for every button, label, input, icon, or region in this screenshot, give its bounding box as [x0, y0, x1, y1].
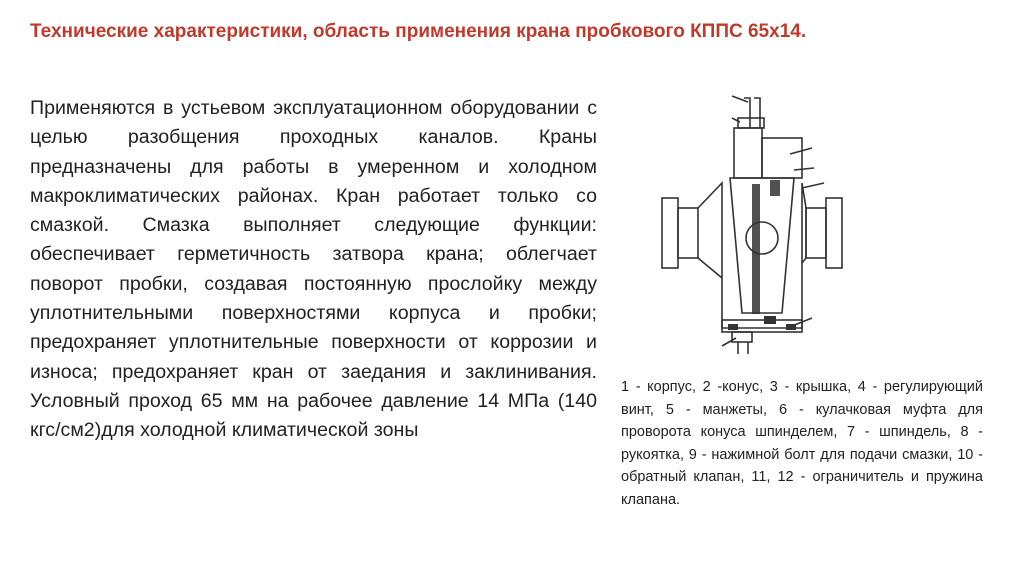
figure-caption: 1 - корпус, 2 -конус, 3 - крышка, 4 - регулирующий винт, 5 - манжеты, 6 - кулачковая муфта для проворота конуса шпинделем, 7 - шпиндель, 8 - рукоятка, 9 - нажимной болт для подачи смазки, 10 - обратный клапан, 11, 12 - ограничитель и пружина клапана.	[621, 379, 983, 508]
body-text: Применяются в устьевом эксплуатационном оборудовании с целью разобщения проходных каналов. Краны предназначены для работы в умеренном и холодном макроклиматических районах. Кран работает только со смазкой. Смазка выполняет следующие функции: обеспечивает герметичность затвора крана; облегчает поворот пробки, создавая постоянную прослойку между уплотнительными поверхностями корпуса и пробки; предохраняет уплотнительные поверхности от коррозии и износа; предохраняет кран от заедания и заклинивания. Условный проход 65 мм на рабочее давление 14 МПа (140 кгс/см2)для холодной климатической зоны	[30, 97, 597, 442]
valve-drawing	[652, 88, 852, 356]
slide-title: Технические характеристики, область применения крана пробкового КППС 65х14.	[30, 21, 807, 42]
plug-valve-drawing-icon	[652, 88, 852, 356]
